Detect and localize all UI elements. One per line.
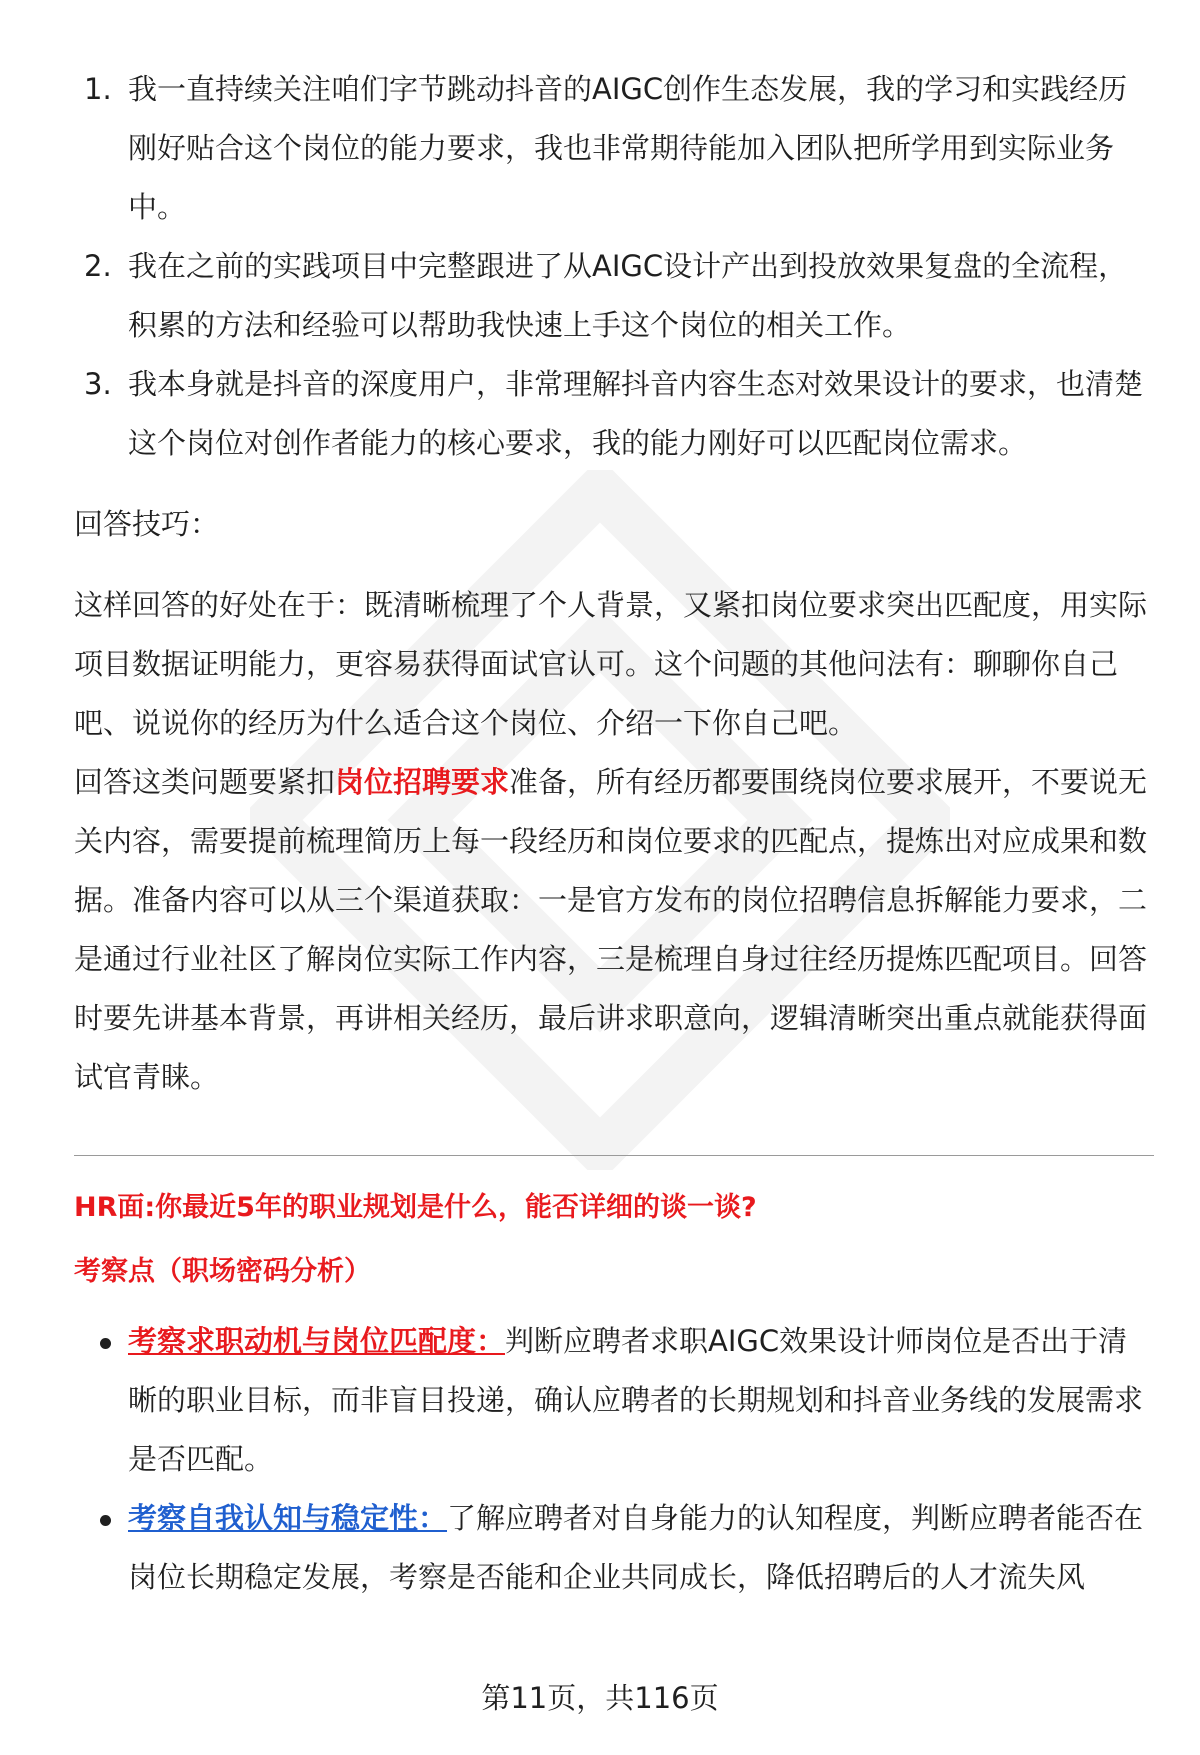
- bullet-dot-icon: [100, 1515, 111, 1526]
- analysis-heading: 考察点（职场密码分析）: [74, 1256, 371, 1287]
- highlight-text: 岗位招聘要求: [335, 765, 510, 799]
- list-item: [74, 237, 1154, 355]
- bullet-key-link[interactable]: 考察求职动机与岗位匹配度：: [128, 1324, 506, 1358]
- para-text: 回答这类问题要紧扣: [74, 765, 336, 799]
- list-number: 2.: [84, 249, 112, 283]
- main-content: [74, 60, 1154, 1607]
- tips-label: 回答技巧：: [74, 507, 220, 541]
- page-footer: 第11页，共116页: [481, 1681, 719, 1715]
- list-text: 我一直持续关注咱们字节跳动抖音的AIGC创作生态发展，我的学习和实践经历刚好贴合这个岗位的能力要求，我也非常期待能加入团队把所学用到实际业务中。: [128, 72, 1128, 224]
- list-number: 1.: [84, 72, 112, 106]
- bullet-text: 了解应聘者对自身能力的认知程度，判断应聘者能否在岗位长期稳定发展，考察是否能和企业共同成长，降低招聘后的人才流失风: [128, 1501, 1144, 1594]
- question-heading: HR面:你最近5年的职业规划是什么，能否详细的谈一谈?: [74, 1192, 757, 1223]
- bullet-text: 判断应聘者求职AIGC效果设计师岗位是否出于清晰的职业目标，而非盲目投递，确认应聘者的长期规划和抖音业务线的发展需求是否匹配。: [128, 1324, 1144, 1476]
- tips-paragraph-2: [74, 753, 1154, 1107]
- list-item: [74, 60, 1154, 237]
- para-text: 准备，所有经历都要围绕岗位要求展开，不要说无关内容，需要提前梳理简历上每一段经历和岗位要求的匹配点，提炼出对应成果和数据。准备内容可以从三个渠道获取：一是官方发布的岗位招聘信息拆解能力要求，二是通过行业社区了解岗位实际工作内容，三是梳理自身过往经历提炼匹配项目。回答时要先讲基本背景，再讲相关经历，最后讲求职意向，逻辑清晰突出重点就能获得面试官青睐。: [74, 765, 1148, 1094]
- list-number: 3.: [84, 367, 112, 401]
- answer-list: [74, 60, 1154, 473]
- analysis-list: [74, 1312, 1154, 1607]
- list-item: [74, 355, 1154, 473]
- bullet-item: [74, 1489, 1154, 1607]
- section-divider: [74, 1155, 1154, 1156]
- bullet-key-link[interactable]: 考察自我认知与稳定性：: [128, 1501, 448, 1535]
- list-text: 我在之前的实践项目中完整跟进了从AIGC设计产出到投放效果复盘的全流程，积累的方法和经验可以帮助我快速上手这个岗位的相关工作。: [128, 249, 1128, 342]
- bullet-item: [74, 1312, 1154, 1489]
- tips-paragraph: 这样回答的好处在于：既清晰梳理了个人背景，又紧扣岗位要求突出匹配度，用实际项目数据证明能力，更容易获得面试官认可。这个问题的其他问法有：聊聊你自己吧、说说你的经历为什么适合这个岗位、介绍一下你自己吧。: [74, 588, 1148, 740]
- list-text: 我本身就是抖音的深度用户，非常理解抖音内容生态对效果设计的要求，也清楚这个岗位对创作者能力的核心要求，我的能力刚好可以匹配岗位需求。: [128, 367, 1144, 460]
- bullet-dot-icon: [100, 1338, 111, 1349]
